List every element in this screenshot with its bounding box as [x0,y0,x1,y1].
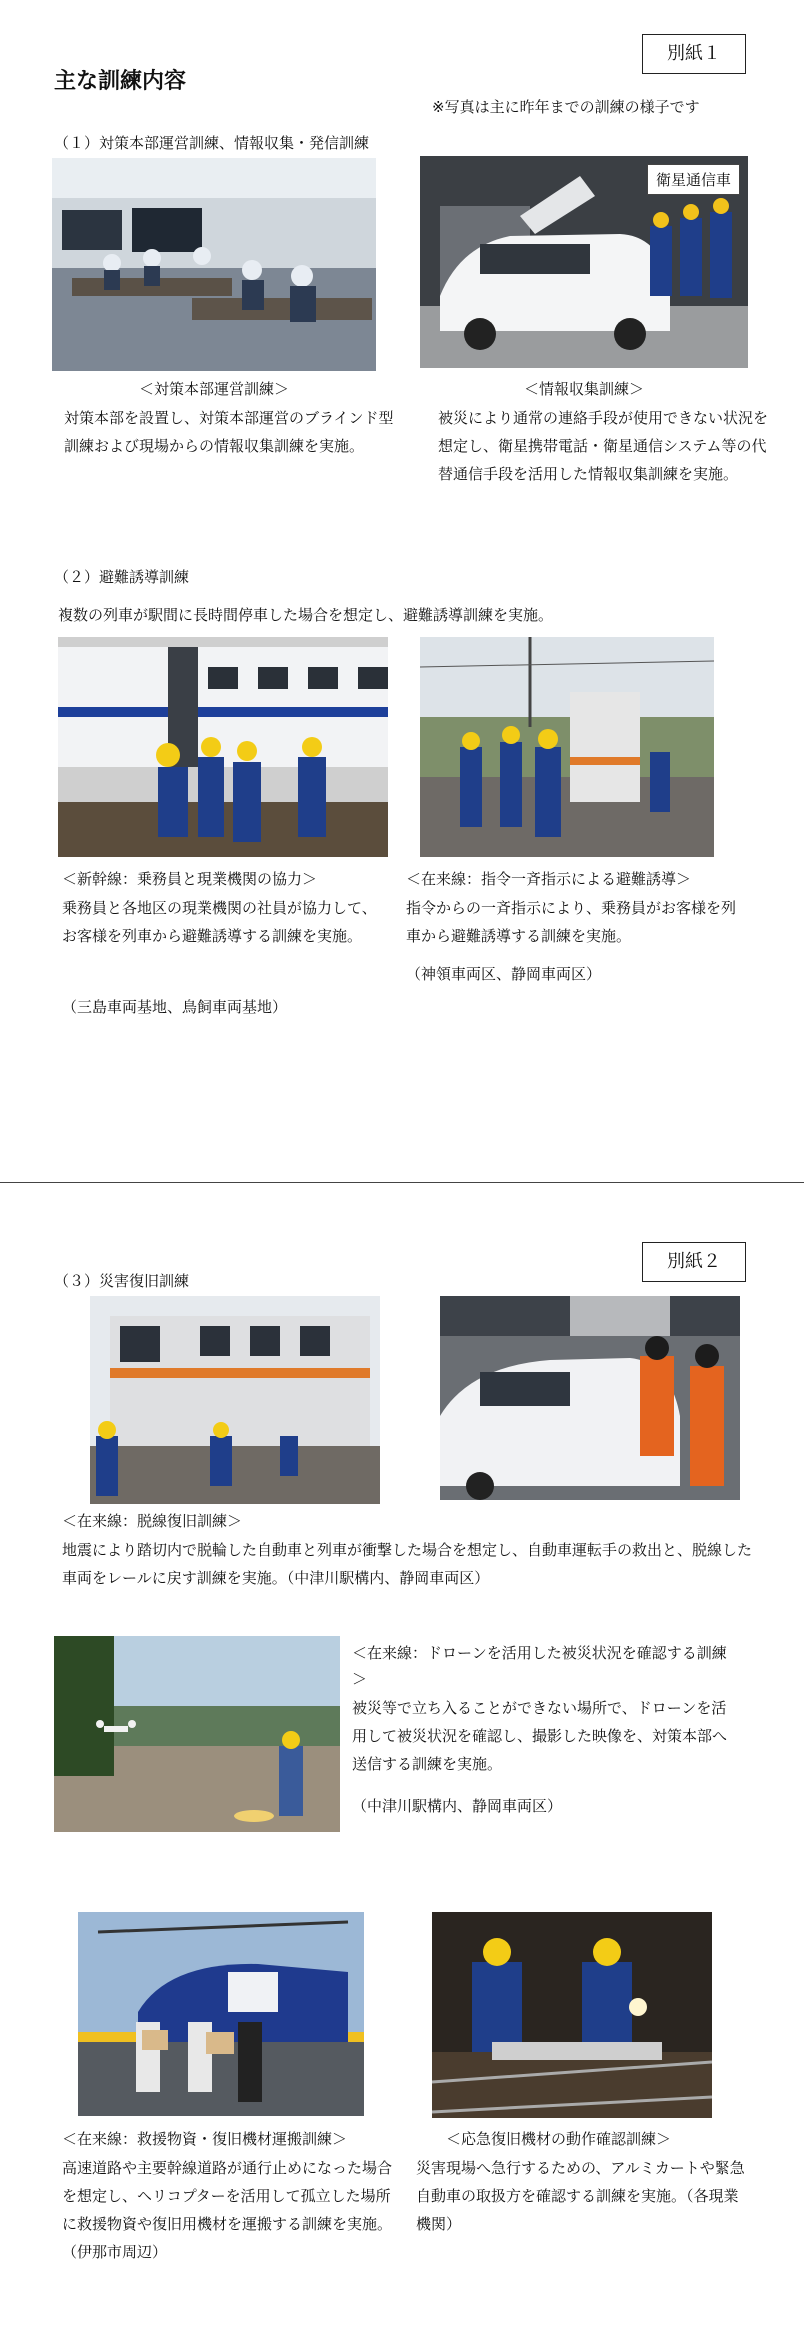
appendix-label-1: 別紙１ [642,34,746,74]
appendix-label-2: 別紙２ [642,1242,746,1282]
hq-training-caption: ＜対策本部運営訓練＞ [138,380,289,398]
satellite-vehicle-photo [420,156,748,368]
shinkansen-body: 乗務員と各地区の現業機関の社員が協力して、お客様を列車から避難誘導する訓練を実施。 [62,899,377,945]
conventional-evacuation-photo [420,637,714,857]
page-divider [0,1182,804,1183]
photo-note: ※写真は主に昨年までの訓練の様子です [432,98,700,116]
section1-heading: （１）対策本部運営訓練、情報収集・発信訓練 [54,134,370,152]
derail-body: 地震により踏切内で脱輪した自動車と列車が衝撃した場合を想定し、自動車運転手の救出と、脱線した車両をレールに戻す訓練を実施。（中津川駅構内、静岡車両区） [62,1541,753,1587]
drone-location: （中津川駅構内、静岡車両区） [352,1797,563,1815]
cart-caption: ＜応急復旧機材の動作確認訓練＞ [446,2130,672,2148]
derail-caption: ＜在来線：脱線復旧訓練＞ [62,1512,243,1530]
conventional-body: 指令からの一斉指示により、乗務員がお客様を列車から避難誘導する訓練を実施。 [406,899,737,945]
drone-caption: ＜在来線：ドローンを活用した被災状況を確認する訓練＞ [352,1644,727,1688]
shinkansen-location: （三島車両基地、鳥飼車両基地） [62,998,288,1016]
drone-body: 被災等で立ち入ることができない場所で、ドローンを活用して被災状況を確認し、撮影した映像を、対策本部へ送信する訓練を実施。 [352,1699,728,1773]
conventional-caption: ＜在来線：指令一斉指示による避難誘導＞ [406,870,692,888]
cart-body: 災害現場へ急行するための、アルミカートや緊急自動車の取扱方を確認する訓練を実施。（各現業機関） [416,2159,745,2233]
car-rescue-photo [440,1296,740,1500]
conventional-location: （神領車両区、静岡車両区） [406,965,602,983]
helicopter-transport-photo [78,1912,364,2116]
hq-training-photo [52,158,376,371]
drone-training-photo [54,1636,340,1832]
satellite-vehicle-tag: 衛星通信車 [647,164,740,195]
section2-heading: （２）避難誘導訓練 [54,568,190,586]
derailment-train-photo [90,1296,380,1504]
shinkansen-caption: ＜新幹線：乗務員と現業機関の協力＞ [62,870,318,888]
info-training-caption: ＜情報収集訓練＞ [523,380,644,398]
aluminum-cart-photo [432,1912,712,2118]
info-training-body: 被災により通常の連絡手段が使用できない状況を想定し、衛星携帯電話・衛星通信システム等の代替通信手段を活用した情報収集訓練を実施。 [438,409,769,483]
heli-caption: ＜在来線：救援物資・復旧機材運搬訓練＞ [62,2130,348,2148]
heli-body: 高速道路や主要幹線道路が通行止めになった場合を想定し、ヘリコプターを活用して孤立した場所に救援物資や復旧用機材を運搬する訓練を実施。（伊那市周辺） [62,2159,393,2261]
section3-heading: （３）災害復旧訓練 [54,1272,190,1290]
shinkansen-evacuation-photo [58,637,388,857]
page-title: 主な訓練内容 [54,69,187,94]
section2-intro: 複数の列車が駅間に長時間停車した場合を想定し、避難誘導訓練を実施。 [58,606,554,624]
hq-training-body: 対策本部を設置し、対策本部運営のブラインド型訓練および現場からの情報収集訓練を実施。 [64,409,394,455]
